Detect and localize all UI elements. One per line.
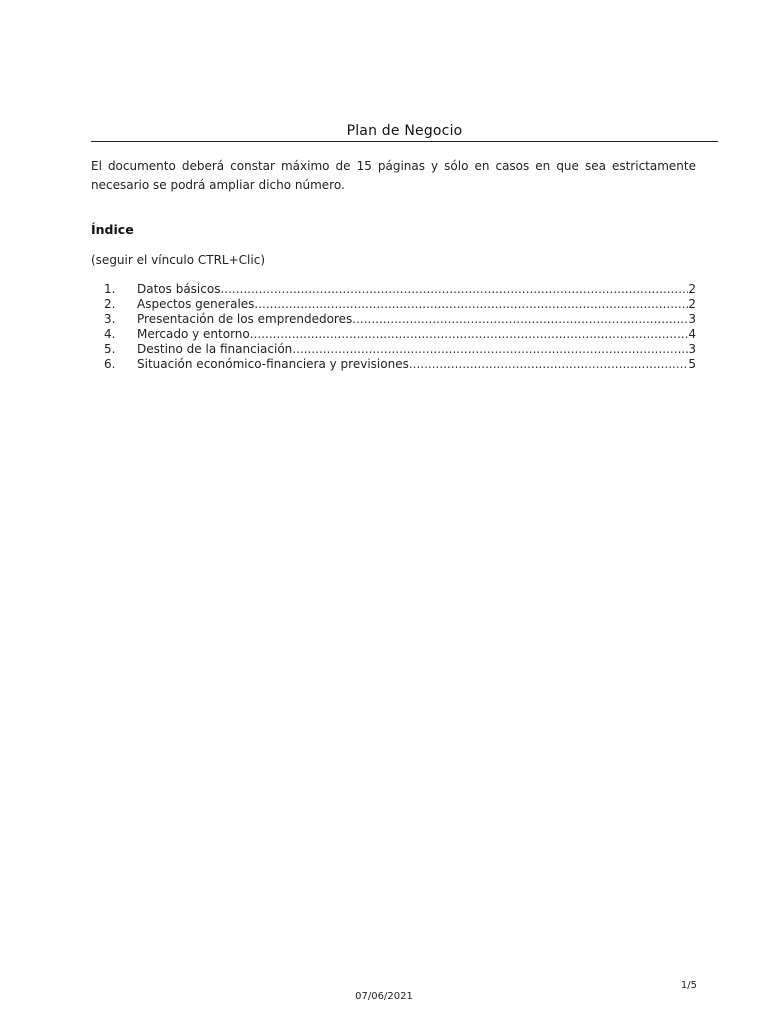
- toc-link[interactable]: Aspectos generales: [137, 297, 255, 311]
- toc-leader-dots: [409, 357, 689, 372]
- toc-link[interactable]: Presentación de los emprendedores: [137, 312, 353, 326]
- table-of-contents: [91, 282, 696, 372]
- toc-number: 6.: [104, 357, 116, 371]
- index-heading: Índice: [91, 222, 134, 237]
- toc-entry-presentacion-emprendedores[interactable]: [91, 312, 696, 327]
- toc-page-number: 3: [688, 312, 696, 326]
- intro-paragraph: El documento deberá constar máximo de 15 páginas y sólo en casos en que sea estrictamente necesario se podrá ampliar dicho número.: [91, 159, 696, 192]
- toc-leader-dots: [352, 312, 688, 327]
- toc-page-number: 2: [688, 282, 696, 296]
- toc-entry-situacion-economico-financiera[interactable]: [91, 357, 696, 372]
- toc-number: 5.: [104, 342, 116, 356]
- toc-number: 4.: [104, 327, 116, 341]
- toc-link[interactable]: Datos básicos: [137, 282, 221, 296]
- toc-entry-datos-basicos[interactable]: [91, 282, 696, 297]
- footer-date: 07/06/2021: [355, 991, 413, 1002]
- index-note: (seguir el vínculo CTRL+Clic): [91, 253, 265, 267]
- toc-page-number: 3: [688, 342, 696, 356]
- toc-entry-destino-financiacion[interactable]: [91, 342, 696, 357]
- toc-number: 2.: [104, 297, 116, 311]
- title-underline: [91, 120, 718, 142]
- toc-link[interactable]: Mercado y entorno: [137, 327, 250, 341]
- toc-link[interactable]: Situación económico-financiera y previsiones: [137, 357, 409, 371]
- toc-leader-dots: [254, 297, 688, 312]
- toc-page-number: 2: [688, 297, 696, 311]
- toc-leader-dots: [220, 282, 688, 297]
- toc-link[interactable]: Destino de la financiación: [137, 342, 293, 356]
- toc-number: 1.: [104, 282, 116, 296]
- toc-entry-mercado-entorno[interactable]: [91, 327, 696, 342]
- toc-leader-dots: [292, 342, 688, 357]
- toc-page-number: 5: [688, 357, 696, 371]
- toc-entry-aspectos-generales[interactable]: [91, 297, 696, 312]
- toc-leader-dots: [250, 327, 689, 342]
- page-counter: 1/5: [680, 980, 697, 991]
- page-title: Plan de Negocio: [346, 123, 463, 139]
- toc-number: 3.: [104, 312, 116, 326]
- toc-page-number: 4: [688, 327, 696, 341]
